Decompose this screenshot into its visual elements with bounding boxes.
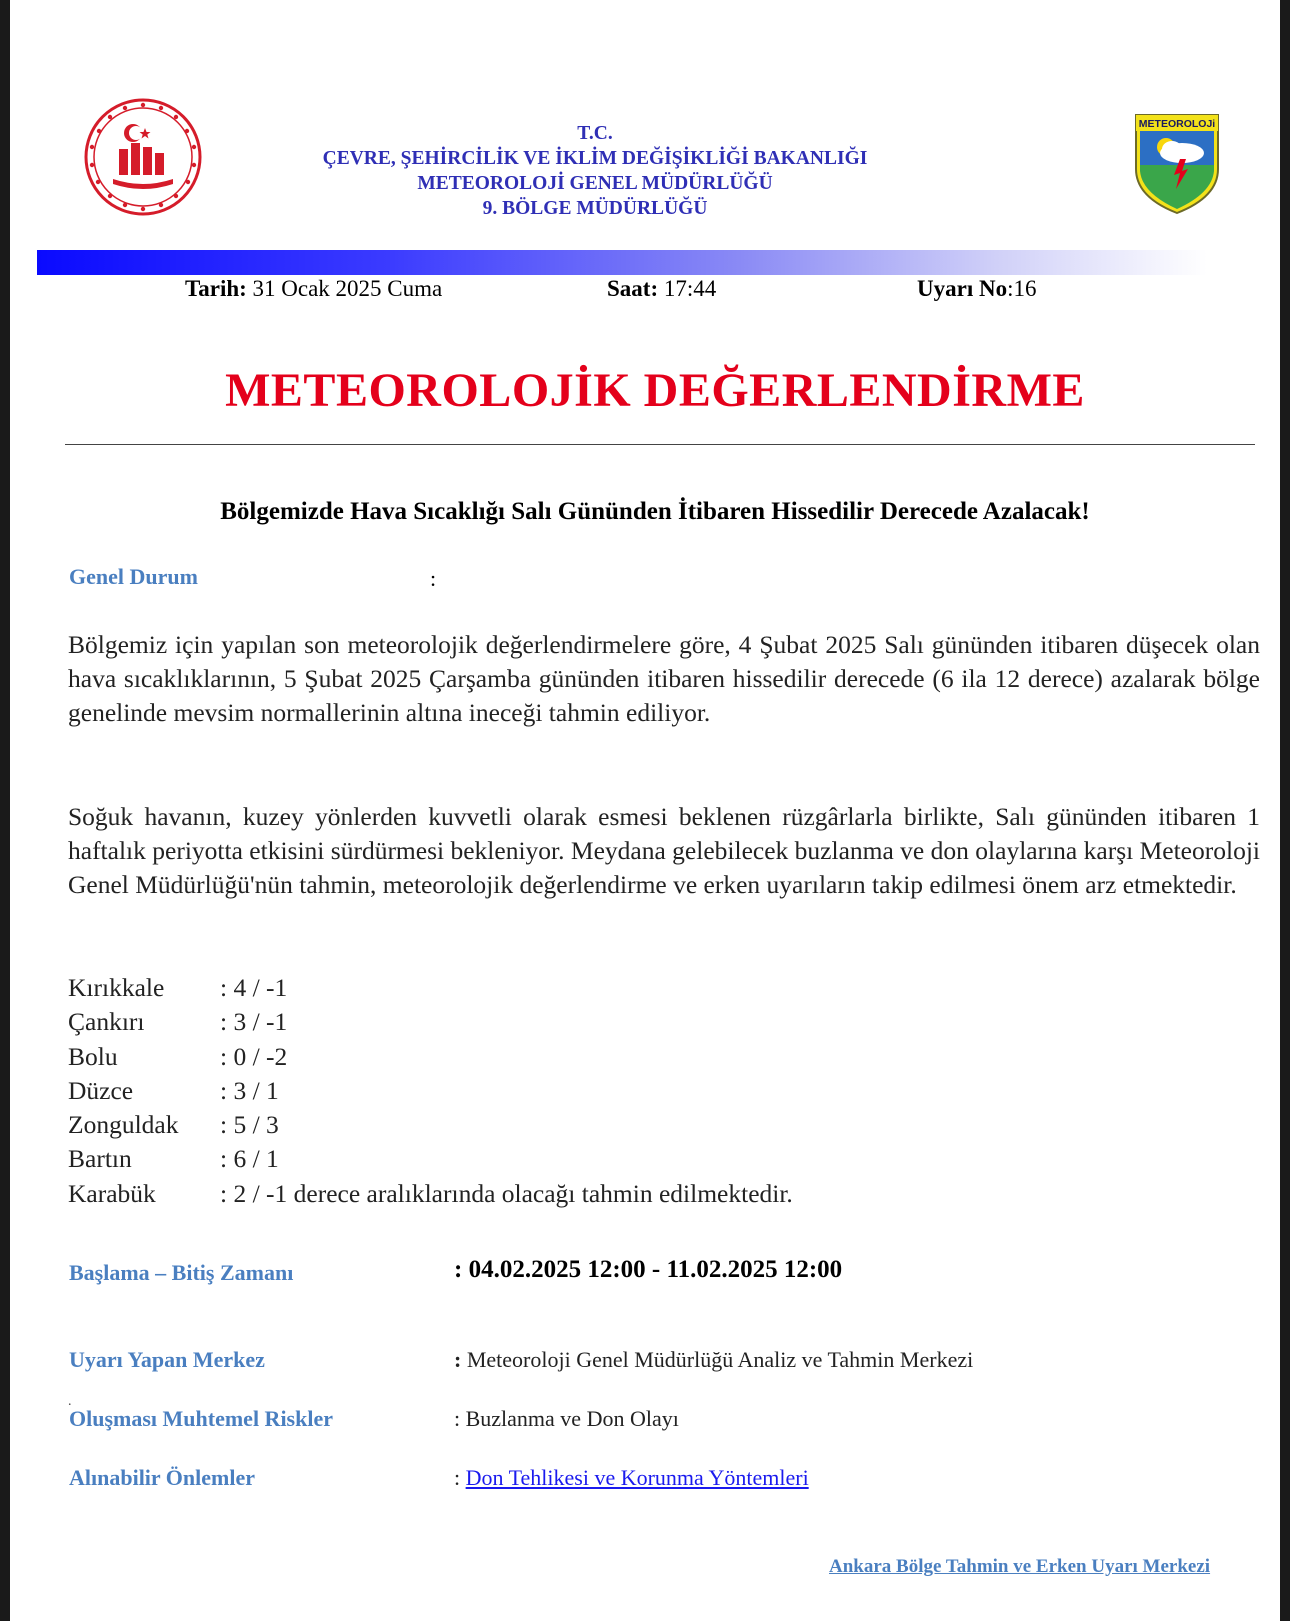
list-item (68, 1074, 793, 1108)
city-name: Kırıkkale (68, 973, 165, 1002)
city-value: : 6 / 1 (220, 1144, 279, 1174)
header-line-region: 9. BÖLGE MÜDÜRLÜĞÜ (482, 198, 708, 219)
list-item (68, 1005, 793, 1039)
date-label: Tarih: (185, 276, 247, 301)
date-value: 31 Ocak 2025 Cuma (246, 276, 443, 301)
city-temperature-list (68, 971, 793, 1211)
issuing-center-label: Uyarı Yapan Merkez (69, 1347, 265, 1372)
general-paragraph-2: Soğuk havanın, kuzey yönlerden kuvvetli olarak esmesi beklenen rüzgârlarla birlikte, Salı gününden itibaren 1 haftalık periyotta etkisini sürdürmesi bekleniyor. Meydana gelebilecek buzlanma ve don olaylarına karşı Meteoroloji Genel Müdürlüğü'nün tahmin, meteorolojik değerlendirme ve erken uyarıların takip edilmesi önem arz etmektedir. (68, 802, 1260, 899)
city-name: Bartın (68, 1144, 132, 1174)
issuing-center-colon: : (454, 1347, 462, 1372)
city-name: Karabük (68, 1178, 156, 1208)
date-field (185, 276, 442, 302)
measures-colon: : (454, 1465, 466, 1490)
list-item (68, 971, 793, 1005)
headline: Bölgemizde Hava Sıcaklığı Salı Gününden İtibaren Hissedilir Derecede Azalacak! (220, 498, 1090, 525)
city-value: : 3 / 1 (220, 1075, 279, 1105)
meteoroloji-shield-logo (1134, 113, 1220, 215)
header-institution (10, 121, 1180, 221)
city-value: : 5 / 3 (220, 1110, 279, 1140)
warning-number-value: :16 (1007, 276, 1037, 301)
period-label: Başlama – Bitiş Zamanı (69, 1260, 294, 1285)
list-item (68, 1108, 793, 1142)
header-line-ministry: ÇEVRE, ŞEHİRCİLİK VE İKLİM DEĞİŞİKLİĞİ BAKANLIĞI (322, 148, 868, 169)
general-status-label: Genel Durum (69, 564, 198, 589)
warning-number-field (917, 276, 1036, 302)
header-line-directorate: METEOROLOJİ GENEL MÜDÜRLÜĞÜ (417, 173, 773, 194)
issuing-center-value (454, 1347, 973, 1373)
document-page (10, 0, 1280, 1621)
city-name: Bolu (68, 1041, 118, 1071)
risks-label: Oluşması Muhtemel Riskler (69, 1406, 333, 1431)
list-item (68, 1177, 793, 1211)
period-value: : 04.02.2025 12:00 - 11.02.2025 12:00 (454, 1256, 843, 1283)
meteoroloji-logo-text: METEOROLOJi (1138, 118, 1216, 130)
measures-value (454, 1465, 809, 1491)
city-value: : 3 / -1 (220, 1007, 288, 1037)
time-field (607, 276, 716, 302)
header-line-tc: T.C. (577, 123, 613, 144)
city-value: : 0 / -2 (220, 1041, 288, 1071)
city-name: Çankırı (68, 1007, 145, 1037)
footer-center-link[interactable]: Ankara Bölge Tahmin ve Erken Uyarı Merkezi (829, 1556, 1211, 1577)
list-item (68, 1142, 793, 1176)
city-value: : 4 / -1 (220, 973, 288, 1002)
time-label: Saat: (607, 276, 659, 301)
frost-protection-link[interactable]: Don Tehlikesi ve Korunma Yöntemleri (465, 1465, 809, 1490)
risks-value: : Buzlanma ve Don Olayı (454, 1406, 679, 1431)
general-status-colon: : (430, 566, 437, 591)
list-item (68, 1040, 793, 1074)
city-name: Düzce (68, 1075, 134, 1105)
title-divider (65, 444, 1255, 445)
stray-dot: . (68, 1394, 72, 1409)
measures-label: Alınabilir Önlemler (69, 1465, 255, 1490)
page-title: METEOROLOJİK DEĞERLENDİRME (225, 364, 1085, 417)
issuing-center-text: Meteoroloji Genel Müdürlüğü Analiz ve Tahmin Merkezi (461, 1347, 974, 1372)
time-value: 17:44 (658, 276, 717, 301)
warning-number-label: Uyarı No (917, 276, 1008, 301)
general-paragraph-1: Bölgemiz için yapılan son meteorolojik değerlendirmelere göre, 4 Şubat 2025 Salı gününden itibaren düşecek olan hava sıcaklıklarının, 5 Şubat 2025 Çarşamba gününden itibaren hissedilir derecede (6 ila 12 derece) azalarak bölge genelinde mevsim normallerinin altına ineceği tahmin ediliyor. (68, 630, 1260, 727)
city-value: : 2 / -1 derece aralıklarında olacağı tahmin edilmektedir. (220, 1178, 793, 1208)
header-gradient-bar (37, 250, 1207, 275)
city-name: Zonguldak (68, 1110, 179, 1140)
